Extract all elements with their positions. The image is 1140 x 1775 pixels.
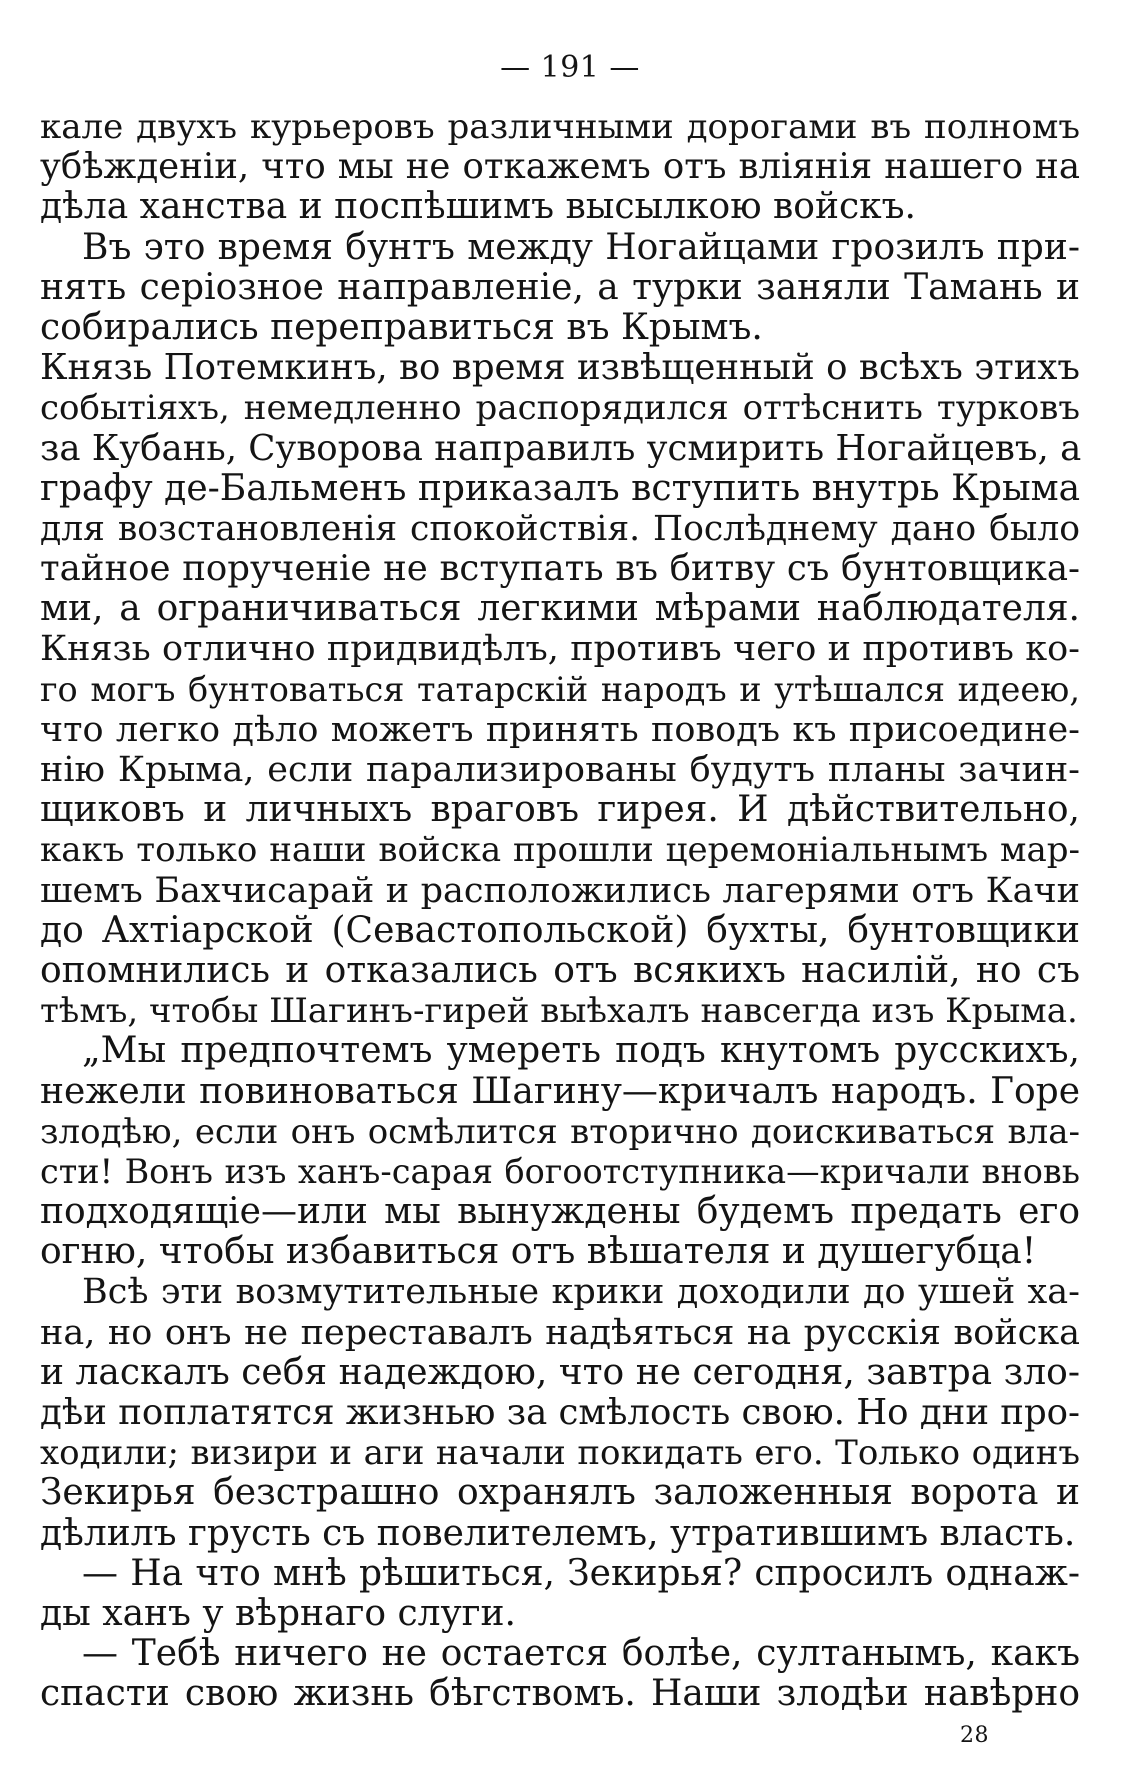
text-line: — На что мнѣ рѣшиться, Зекирья? спросилъ однаж- <box>82 1552 1080 1594</box>
text-line: на, но онъ не переставалъ надѣяться на русскiя войска <box>40 1312 1080 1353</box>
text-line: Всѣ эти возмутительные крики доходили до ушей ха- <box>82 1272 1080 1313</box>
text-line: Въ это время бунтъ между Ногайцами грозилъ при- <box>82 226 1080 268</box>
text-line: го могъ бунтоваться татарскiй народъ и утѣшался идеею, <box>40 669 1080 709</box>
text-line: убѣжденiи, что мы не откажемъ отъ влiянiя нашего на <box>40 146 1080 188</box>
text-line: дѣи поплатятся жизнью за смѣлость свою. Но дни про- <box>40 1392 1081 1433</box>
text-line: тайное порученiе не вступать въ битву съ бунтовщика- <box>40 548 1080 590</box>
text-line: шемъ Бахчисарай и расположились лагерями отъ Качи <box>40 870 1080 911</box>
text-line: ходили; визири и аги начали покидать его. Только одинъ <box>40 1433 1080 1474</box>
signature-mark: 28 <box>960 1723 989 1748</box>
text-line: подходящiе—или мы вынуждены будемъ предать его <box>40 1191 1080 1233</box>
text-line: сти! Вонъ изъ ханъ-сарая богоотступника—кричали вновь <box>40 1151 1080 1191</box>
text-line: тѣмъ, чтобы Шагинъ-гирей выѣхалъ навсегда изъ Крыма. <box>40 991 1078 1032</box>
text-line: дѣлилъ грусть съ повелителемъ, утратившимъ власть. <box>40 1512 1076 1554</box>
text-line: ды ханъ у вѣрнаго слуги. <box>40 1592 516 1634</box>
text-line: для возстановленiя спокойствiя. Послѣднему дано было <box>40 508 1080 549</box>
text-line: событiяхъ, немедленно распорядился оттѣснить турковъ <box>40 388 1080 429</box>
text-line: ми, а ограничиваться легкими мѣрами наблюдателя. <box>40 588 1080 630</box>
page-number: — 191 — <box>500 50 640 85</box>
text-line: Князь Потемкинъ, во время извѣщенный о всѣхъ этихъ <box>40 347 1080 389</box>
text-line: за Кубань, Суворова направилъ усмирить Ногайцевъ, а <box>40 427 1082 469</box>
text-line: какъ только наши войска прошли церемонiальнымъ мар- <box>40 830 1080 871</box>
text-line: нiю Крыма, если парализированы будутъ планы зачин- <box>40 750 1080 790</box>
text-line: спасти свою жизнь бѣгствомъ. Наши злодѣи навѣрно <box>40 1673 1080 1715</box>
text-line: нежели повиноваться Шагину—кричалъ народъ. Горе <box>40 1070 1080 1112</box>
text-line: „Мы предпочтемъ умереть подъ кнутомъ русскихъ, <box>82 1030 1080 1072</box>
text-line: опомнились и отказались отъ всякихъ насилiй, но съ <box>40 949 1080 991</box>
text-line: до Ахтiарской (Севастопольской) бухты, бунтовщики <box>40 909 1080 951</box>
text-line: Зекирья безстрашно охранялъ заложенныя ворота и <box>40 1472 1080 1514</box>
text-line: и ласкалъ себя надеждою, что не сегодня, завтра зло- <box>40 1351 1080 1393</box>
body-text <box>40 107 1080 1715</box>
text-line: — Тебѣ ничего не остается болѣе, султанымъ, какъ <box>82 1633 1080 1675</box>
text-line: щиковъ и личныхъ враговъ гирея. И дѣйствительно, <box>40 789 1080 831</box>
text-line: дѣла ханства и поспѣшимъ высылкою войскъ. <box>40 186 916 228</box>
text-line: злодѣю, если онъ осмѣлится вторично доискиваться вла- <box>40 1111 1080 1152</box>
text-line: графу де-Бальменъ приказалъ вступить внутрь Крыма <box>40 467 1081 509</box>
text-line: собирались переправиться въ Крымъ. <box>40 306 763 348</box>
text-line: нять серiозное направленiе, а турки заняли Тамань и <box>40 266 1080 308</box>
text-line: Князь отлично придвидѣлъ, противъ чего и противъ ко- <box>40 629 1080 670</box>
text-line: огню, чтобы избавиться отъ вѣшателя и душегубца! <box>40 1231 1037 1273</box>
text-line: что легко дѣло можетъ принять поводъ къ присоедине- <box>40 709 1080 750</box>
text-line: кале двухъ курьеровъ различными дорогами въ полномъ <box>40 107 1080 147</box>
